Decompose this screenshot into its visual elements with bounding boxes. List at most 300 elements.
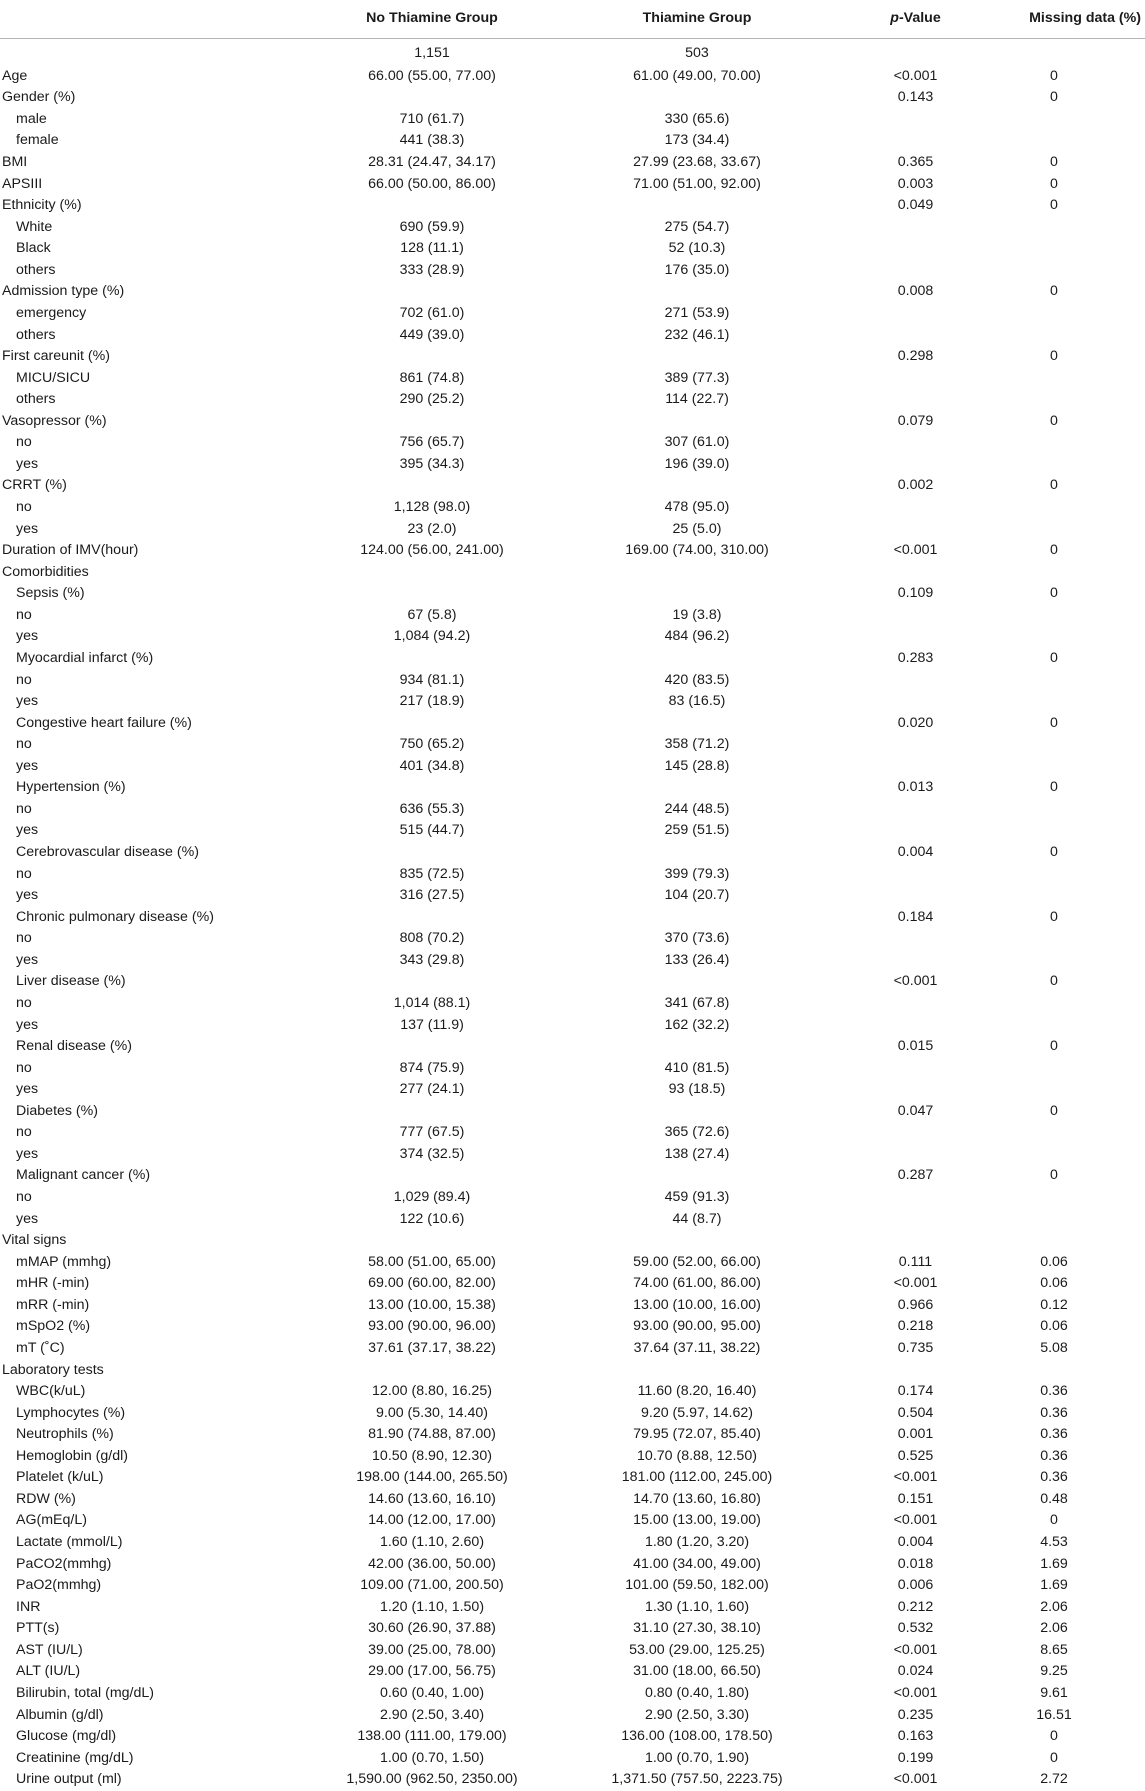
cell-p-value	[832, 216, 999, 238]
cell-missing-data	[999, 497, 1145, 519]
cell-p-value	[832, 1230, 999, 1252]
cell-no-thiamine: 750 (65.2)	[399, 736, 465, 753]
cell-thiamine	[562, 712, 832, 734]
table-row	[0, 1640, 1145, 1662]
cell-p-value: 0.365	[897, 154, 934, 171]
cell-p-value	[832, 389, 999, 411]
cell-p-value	[832, 561, 999, 583]
cell-variable: Malignant cancer (%)	[16, 1167, 151, 1184]
cell-thiamine	[562, 906, 832, 928]
cell-no-thiamine: 122 (10.6)	[399, 1210, 465, 1227]
cell-p-value	[832, 1208, 999, 1230]
table-row	[0, 432, 1145, 454]
cell-no-thiamine	[302, 475, 562, 497]
cell-thiamine: 44 (8.7)	[672, 1210, 722, 1227]
table-row	[0, 87, 1145, 109]
cell-p-value	[832, 238, 999, 260]
cell-missing-data: 0.48	[1040, 1490, 1068, 1507]
cell-variable: no	[16, 671, 32, 688]
cell-variable: mT (˚C)	[16, 1339, 65, 1356]
cell-variable: Platelet (k/uL)	[16, 1469, 104, 1486]
cell-missing-data: 0	[1050, 412, 1058, 429]
cell-missing-data: 0	[1050, 1749, 1058, 1766]
cell-variable: Cerebrovascular disease (%)	[16, 844, 199, 861]
cell-no-thiamine: 316 (27.5)	[399, 887, 465, 904]
cell-thiamine: 136.00 (108.00, 178.50)	[621, 1728, 773, 1745]
cell-p-value	[832, 518, 999, 540]
table-row	[0, 1101, 1145, 1123]
cell-p-value: 0.218	[897, 1318, 934, 1335]
cell-missing-data: 0.12	[1040, 1296, 1068, 1313]
cell-thiamine: 410 (81.5)	[664, 1059, 730, 1076]
cell-no-thiamine: 81.90 (74.88, 87.00)	[368, 1426, 496, 1443]
cell-p-value	[832, 799, 999, 821]
cell-variable: yes	[16, 1145, 39, 1162]
cell-thiamine: 83 (16.5)	[668, 693, 726, 710]
table-row	[0, 1381, 1145, 1403]
cell-p-value: 0.184	[897, 908, 934, 925]
table-row	[0, 820, 1145, 842]
table-row	[0, 842, 1145, 864]
cell-no-thiamine	[302, 1230, 562, 1252]
table-row	[0, 1338, 1145, 1360]
cell-no-thiamine: 333 (28.9)	[399, 261, 465, 278]
cell-variable: others	[16, 391, 56, 408]
cell-thiamine: 52 (10.3)	[668, 240, 726, 257]
cell-p-value	[832, 756, 999, 778]
cell-missing-data	[999, 756, 1145, 778]
cell-p-value	[832, 1359, 999, 1381]
cell-p-value: 0.199	[897, 1749, 934, 1766]
cell-missing-data: 8.65	[1040, 1641, 1068, 1658]
cell-no-thiamine: 66.00 (50.00, 86.00)	[368, 175, 496, 192]
cell-variable: yes	[16, 822, 39, 839]
cell-no-thiamine: 808 (70.2)	[399, 930, 465, 947]
cell-thiamine	[562, 87, 832, 109]
cell-missing-data	[999, 238, 1145, 260]
table-row	[0, 454, 1145, 476]
table-row	[0, 993, 1145, 1015]
cell-p-value	[832, 1057, 999, 1079]
cell-thiamine: 330 (65.6)	[664, 110, 730, 127]
cell-missing-data	[999, 1122, 1145, 1144]
cell-missing-data	[999, 1144, 1145, 1166]
header-p-italic: p	[890, 10, 899, 26]
cell-no-thiamine	[302, 195, 562, 217]
cell-no-thiamine: 395 (34.3)	[399, 455, 465, 472]
cell-no-thiamine: 710 (61.7)	[399, 110, 465, 127]
cell-missing-data	[999, 367, 1145, 389]
cell-variable: Congestive heart failure (%)	[16, 714, 192, 731]
cell-variable	[0, 38, 302, 66]
cell-thiamine: 74.00 (61.00, 86.00)	[633, 1275, 761, 1292]
cell-no-thiamine	[302, 1036, 562, 1058]
table-row	[0, 475, 1145, 497]
cell-p-value	[832, 1187, 999, 1209]
header-missing-data: Missing data (%)	[999, 0, 1145, 38]
cell-no-thiamine	[302, 1359, 562, 1381]
cell-variable: Creatinine (mg/dL)	[16, 1749, 134, 1766]
cell-thiamine: 173 (34.4)	[664, 132, 730, 149]
table-row	[0, 1446, 1145, 1468]
cell-no-thiamine	[302, 583, 562, 605]
cell-missing-data: 2.72	[1040, 1771, 1068, 1788]
cell-missing-data: 0	[1050, 89, 1058, 106]
cell-missing-data: 0	[1050, 585, 1058, 602]
cell-missing-data: 9.61	[1040, 1684, 1068, 1701]
cell-variable: BMI	[2, 154, 28, 171]
cell-no-thiamine: 28.31 (24.47, 34.17)	[368, 154, 496, 171]
cell-p-value: 0.525	[897, 1447, 934, 1464]
cell-missing-data	[999, 993, 1145, 1015]
table-row	[0, 1575, 1145, 1597]
table-row	[0, 1057, 1145, 1079]
cell-variable: yes	[16, 1016, 39, 1033]
cell-missing-data: 0.36	[1040, 1447, 1068, 1464]
table-row	[0, 173, 1145, 195]
cell-thiamine: 259 (51.5)	[664, 822, 730, 839]
table-row	[0, 1036, 1145, 1058]
table-row	[0, 1295, 1145, 1317]
cell-no-thiamine: 277 (24.1)	[399, 1081, 465, 1098]
cell-no-thiamine: 109.00 (71.00, 200.50)	[360, 1577, 504, 1594]
table-row	[0, 411, 1145, 433]
cell-variable: Hypertension (%)	[16, 779, 126, 796]
cell-no-thiamine: 128 (11.1)	[400, 240, 464, 257]
table-row	[0, 1316, 1145, 1338]
cell-variable: no	[16, 930, 32, 947]
cell-variable: PaO2(mmhg)	[16, 1577, 102, 1594]
cell-p-value	[832, 885, 999, 907]
table-row	[0, 1079, 1145, 1101]
cell-missing-data: 5.08	[1040, 1339, 1068, 1356]
cell-no-thiamine: 138.00 (111.00, 179.00)	[357, 1728, 507, 1745]
cell-missing-data: 0	[1050, 1512, 1058, 1529]
cell-thiamine: 503	[685, 45, 709, 61]
cell-thiamine: 232 (46.1)	[664, 326, 730, 343]
table-row	[0, 389, 1145, 411]
cell-no-thiamine	[302, 561, 562, 583]
cell-p-value	[832, 109, 999, 131]
table-row	[0, 1273, 1145, 1295]
cell-variable: Urine output (ml)	[16, 1771, 122, 1788]
cell-variable: mMAP (mmhg)	[16, 1253, 112, 1270]
cell-p-value	[832, 863, 999, 885]
cell-no-thiamine: 42.00 (36.00, 50.00)	[368, 1555, 496, 1572]
cell-thiamine: 114 (22.7)	[665, 391, 729, 408]
cell-p-value: 0.018	[897, 1555, 934, 1572]
table-row	[0, 1489, 1145, 1511]
cell-missing-data	[999, 669, 1145, 691]
cell-missing-data: 0	[1050, 154, 1058, 171]
table-body	[0, 38, 1145, 1791]
cell-missing-data: 4.53	[1040, 1534, 1068, 1551]
header-no-thiamine-group: No Thiamine Group	[302, 0, 562, 38]
cell-thiamine: 104 (20.7)	[664, 887, 730, 904]
table-row	[0, 1359, 1145, 1381]
cell-no-thiamine: 1.20 (1.10, 1.50)	[379, 1598, 485, 1615]
cell-variable: no	[16, 499, 32, 516]
cell-p-value: 0.532	[897, 1620, 934, 1637]
cell-no-thiamine: 756 (65.7)	[399, 434, 465, 451]
table-row	[0, 367, 1145, 389]
cell-no-thiamine: 1.60 (1.10, 2.60)	[379, 1534, 485, 1551]
table-row	[0, 152, 1145, 174]
header-p-suffix: -Value	[898, 10, 941, 26]
cell-p-value	[832, 303, 999, 325]
cell-missing-data: 0.36	[1040, 1426, 1068, 1443]
cell-variable: Hemoglobin (g/dl)	[16, 1447, 128, 1464]
table-row	[0, 1424, 1145, 1446]
cell-p-value: 0.013	[897, 779, 934, 796]
cell-thiamine	[562, 1165, 832, 1187]
table-row	[0, 605, 1145, 627]
cell-thiamine	[562, 475, 832, 497]
cell-no-thiamine: 198.00 (144.00, 265.50)	[356, 1469, 508, 1486]
cell-variable: Comorbidities	[2, 563, 89, 580]
cell-variable: mRR (-min)	[16, 1296, 90, 1313]
cell-p-value	[832, 605, 999, 627]
cell-thiamine: 133 (26.4)	[664, 951, 730, 968]
cell-thiamine	[562, 195, 832, 217]
cell-no-thiamine: 39.00 (25.00, 78.00)	[368, 1641, 496, 1658]
cell-p-value: 0.049	[897, 197, 934, 214]
cell-thiamine: 420 (83.5)	[664, 671, 730, 688]
cell-thiamine: 1.80 (1.20, 3.20)	[644, 1534, 750, 1551]
cell-variable: no	[16, 1059, 32, 1076]
cell-missing-data	[999, 928, 1145, 950]
cell-p-value	[832, 432, 999, 454]
cell-variable: yes	[16, 693, 39, 710]
cell-no-thiamine: 835 (72.5)	[399, 865, 465, 882]
cell-missing-data	[999, 561, 1145, 583]
table-row	[0, 1747, 1145, 1769]
cell-no-thiamine: 874 (75.9)	[399, 1059, 465, 1076]
cell-no-thiamine: 13.00 (10.00, 15.38)	[368, 1296, 496, 1313]
cell-variable: no	[16, 606, 32, 623]
cell-variable: Glucose (mg/dl)	[16, 1728, 117, 1745]
cell-missing-data	[999, 1208, 1145, 1230]
cell-variable: yes	[16, 757, 39, 774]
cell-variable: no	[16, 865, 32, 882]
cell-missing-data	[999, 863, 1145, 885]
cell-no-thiamine: 441 (38.3)	[399, 132, 465, 149]
cell-missing-data	[999, 38, 1145, 66]
cell-no-thiamine: 58.00 (51.00, 65.00)	[368, 1253, 496, 1270]
cell-variable: Myocardial infarct (%)	[16, 649, 154, 666]
cell-variable: yes	[16, 455, 39, 472]
cell-missing-data	[999, 260, 1145, 282]
table-row	[0, 195, 1145, 217]
table-row	[0, 648, 1145, 670]
cell-thiamine	[562, 411, 832, 433]
cell-missing-data	[999, 1359, 1145, 1381]
cell-p-value	[832, 38, 999, 66]
cell-p-value	[832, 1122, 999, 1144]
cell-no-thiamine	[302, 1101, 562, 1123]
cell-missing-data: 0	[1050, 649, 1058, 666]
table-row	[0, 303, 1145, 325]
cell-variable: others	[16, 326, 56, 343]
cell-thiamine: 176 (35.0)	[664, 261, 730, 278]
cell-no-thiamine	[302, 281, 562, 303]
cell-variable: Duration of IMV(hour)	[2, 542, 139, 559]
cell-p-value	[832, 1014, 999, 1036]
cell-thiamine: 61.00 (49.00, 70.00)	[633, 67, 761, 84]
cell-p-value: 0.003	[897, 175, 934, 192]
cell-missing-data: 0	[1050, 714, 1058, 731]
cell-variable: no	[16, 736, 32, 753]
cell-thiamine: 484 (96.2)	[664, 628, 730, 645]
cell-missing-data	[999, 734, 1145, 756]
cell-missing-data: 0	[1050, 542, 1058, 559]
cell-variable: others	[16, 261, 56, 278]
cell-p-value: <0.001	[893, 973, 938, 990]
cell-thiamine: 389 (77.3)	[664, 369, 730, 386]
cell-p-value	[832, 260, 999, 282]
cell-thiamine: 196 (39.0)	[664, 455, 730, 472]
cell-missing-data: 0	[1050, 348, 1058, 365]
table-row	[0, 1467, 1145, 1489]
cell-variable: no	[16, 1189, 32, 1206]
cell-variable: female	[16, 132, 59, 149]
cell-thiamine: 11.60 (8.20, 16.40)	[637, 1383, 757, 1400]
cell-variable: CRRT (%)	[2, 477, 67, 494]
cell-variable: no	[16, 994, 32, 1011]
cell-missing-data	[999, 1079, 1145, 1101]
cell-no-thiamine: 449 (39.0)	[399, 326, 465, 343]
cell-no-thiamine: 14.00 (12.00, 17.00)	[368, 1512, 496, 1529]
cell-no-thiamine: 290 (25.2)	[399, 391, 465, 408]
table-row	[0, 38, 1145, 66]
cell-thiamine: 25 (5.0)	[672, 520, 722, 537]
table-row	[0, 950, 1145, 972]
cell-p-value: <0.001	[893, 1512, 938, 1529]
cell-variable: Chronic pulmonary disease (%)	[16, 908, 214, 925]
cell-variable: Vasopressor (%)	[2, 412, 107, 429]
cell-thiamine: 31.00 (18.00, 66.50)	[633, 1663, 761, 1680]
cell-missing-data: 0	[1050, 175, 1058, 192]
cell-no-thiamine: 636 (55.3)	[399, 800, 465, 817]
table-row	[0, 777, 1145, 799]
table-row	[0, 799, 1145, 821]
cell-variable: no	[16, 1124, 32, 1141]
table-row	[0, 885, 1145, 907]
cell-p-value: 0.735	[897, 1339, 934, 1356]
cell-no-thiamine	[302, 906, 562, 928]
cell-p-value	[832, 1079, 999, 1101]
cell-missing-data: 2.06	[1040, 1620, 1068, 1637]
cell-thiamine: 19 (3.8)	[672, 606, 722, 623]
cell-thiamine: 162 (32.2)	[664, 1016, 730, 1033]
table-row	[0, 1596, 1145, 1618]
table-row	[0, 1683, 1145, 1705]
cell-p-value: <0.001	[893, 542, 938, 559]
cell-no-thiamine: 777 (67.5)	[399, 1124, 465, 1141]
cell-thiamine	[562, 1230, 832, 1252]
table-row	[0, 626, 1145, 648]
table-row	[0, 1661, 1145, 1683]
cell-missing-data: 1.69	[1040, 1577, 1068, 1594]
cell-thiamine	[562, 346, 832, 368]
cell-thiamine: 307 (61.0)	[664, 434, 730, 451]
cell-missing-data: 0	[1050, 908, 1058, 925]
cell-thiamine: 341 (67.8)	[664, 994, 730, 1011]
cell-no-thiamine: 1,084 (94.2)	[393, 628, 471, 645]
cell-no-thiamine	[302, 971, 562, 993]
cell-missing-data	[999, 1057, 1145, 1079]
cell-p-value: 0.174	[897, 1383, 934, 1400]
cell-p-value: <0.001	[893, 67, 938, 84]
cell-p-value: 0.109	[897, 585, 934, 602]
cell-missing-data: 0	[1050, 973, 1058, 990]
cell-no-thiamine: 30.60 (26.90, 37.88)	[368, 1620, 496, 1637]
table-row	[0, 518, 1145, 540]
cell-p-value	[832, 454, 999, 476]
cell-no-thiamine	[302, 712, 562, 734]
cell-thiamine: 1.30 (1.10, 1.60)	[644, 1598, 750, 1615]
cell-no-thiamine: 29.00 (17.00, 56.75)	[368, 1663, 496, 1680]
cell-missing-data	[999, 216, 1145, 238]
cell-p-value	[832, 324, 999, 346]
cell-missing-data	[999, 626, 1145, 648]
cell-p-value	[832, 367, 999, 389]
table-row	[0, 66, 1145, 88]
cell-p-value: <0.001	[893, 1684, 938, 1701]
cell-thiamine: 275 (54.7)	[664, 218, 730, 235]
table-row	[0, 1230, 1145, 1252]
table-header	[0, 0, 1145, 38]
cell-missing-data: 0.06	[1040, 1253, 1068, 1270]
cell-p-value: 0.283	[897, 649, 934, 666]
cell-p-value: 0.008	[897, 283, 934, 300]
cell-thiamine: 15.00 (13.00, 19.00)	[633, 1512, 761, 1529]
cell-variable: emergency	[16, 304, 87, 321]
cell-no-thiamine	[302, 777, 562, 799]
cell-missing-data: 0	[1050, 779, 1058, 796]
cell-variable: Diabetes (%)	[16, 1102, 99, 1119]
cell-no-thiamine: 1,128 (98.0)	[393, 499, 471, 516]
cell-no-thiamine: 934 (81.1)	[399, 671, 465, 688]
cell-thiamine	[562, 971, 832, 993]
table-row	[0, 561, 1145, 583]
cell-variable: mHR (-min)	[16, 1275, 90, 1292]
cell-variable: Albumin (g/dl)	[16, 1706, 104, 1723]
cell-missing-data	[999, 820, 1145, 842]
cell-missing-data	[999, 799, 1145, 821]
cell-variable: Lactate (mmol/L)	[16, 1534, 123, 1551]
cell-p-value: 0.151	[897, 1490, 934, 1507]
cell-thiamine: 71.00 (51.00, 92.00)	[633, 175, 761, 192]
cell-p-value: 0.143	[897, 89, 934, 106]
cell-p-value: 0.111	[898, 1253, 933, 1270]
cell-no-thiamine: 124.00 (56.00, 241.00)	[360, 542, 504, 559]
cell-p-value: 0.006	[897, 1577, 934, 1594]
header-thiamine-group: Thiamine Group	[562, 0, 832, 38]
cell-no-thiamine: 67 (5.8)	[407, 606, 457, 623]
cell-p-value: 0.079	[897, 412, 934, 429]
cell-variable: Neutrophils (%)	[16, 1426, 114, 1443]
cell-p-value	[832, 993, 999, 1015]
cell-p-value: 0.004	[897, 844, 934, 861]
cell-missing-data: 0	[1050, 1102, 1058, 1119]
cell-variable: AG(mEq/L)	[16, 1512, 87, 1529]
table-row	[0, 669, 1145, 691]
cell-p-value	[832, 669, 999, 691]
cell-no-thiamine: 1,151	[414, 45, 450, 61]
cell-thiamine	[562, 1101, 832, 1123]
cell-no-thiamine: 10.50 (8.90, 12.30)	[372, 1447, 492, 1464]
